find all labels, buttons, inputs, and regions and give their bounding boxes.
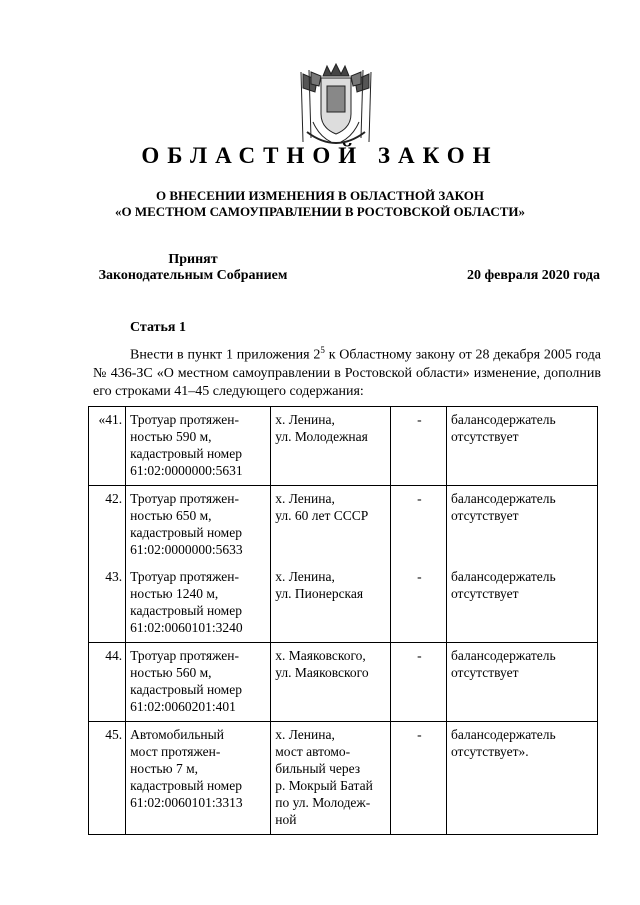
- object-address: [271, 722, 391, 835]
- dash-cell: -: [390, 407, 446, 486]
- subtitle-line-1: О ВНЕСЕНИИ ИЗМЕНЕНИЯ В ОБЛАСТНОЙ ЗАКОН: [156, 188, 484, 203]
- dash-cell: -: [390, 486, 446, 565]
- object-address-line: ной: [275, 812, 297, 827]
- owner-cell-line: балансодержатель: [450, 648, 556, 663]
- row-number: 43.: [89, 564, 126, 643]
- table-row: [89, 643, 598, 722]
- article-heading: Статья 1: [130, 320, 186, 335]
- object-address-line: по ул. Молодеж-: [275, 795, 371, 810]
- table-row: [89, 486, 598, 565]
- object-description-line: кадастровый номер: [130, 778, 242, 793]
- object-address: [271, 407, 391, 486]
- amendment-table: [88, 406, 598, 835]
- object-description-line: ностью 590 м,: [130, 429, 212, 444]
- object-description-line: ностью 560 м,: [130, 665, 212, 680]
- object-address-line: х. Ленина,: [275, 412, 335, 427]
- row-number: 44.: [89, 643, 126, 722]
- dash-cell: -: [390, 722, 446, 835]
- object-address: [271, 564, 391, 643]
- accepted-body: Законодательным Собранием: [98, 268, 288, 283]
- owner-cell: [446, 564, 597, 643]
- dash-cell: -: [390, 564, 446, 643]
- owner-cell-line: отсутствует: [450, 586, 519, 601]
- body-part-1: Внести в пункт 1 приложения 2: [130, 347, 321, 363]
- object-description-line: 61:02:0000000:5633: [130, 542, 243, 557]
- object-address: [271, 486, 391, 565]
- document-subtitle: [0, 188, 640, 220]
- owner-cell-line: балансодержатель: [450, 569, 556, 584]
- object-address-line: ул. Маяковского: [275, 665, 369, 680]
- document-title: ОБЛАСТНОЙ ЗАКОН: [141, 143, 499, 168]
- object-description-line: Тротуар протяжен-: [130, 412, 239, 427]
- object-description-line: Тротуар протяжен-: [130, 569, 239, 584]
- body-part-2: к Областному закону от 28 декабря 2005 года № 436-ЗС «О местном самоуправлении в Ростовской области» изменение, дополнив его строками 41–45 следующего содержания:: [93, 347, 601, 399]
- object-description-line: Тротуар протяжен-: [130, 648, 239, 663]
- object-address-line: р. Мокрый Батай: [275, 778, 373, 793]
- object-description-line: ностью 1240 м,: [130, 586, 219, 601]
- object-description-line: Тротуар протяжен-: [130, 491, 239, 506]
- owner-cell: [446, 722, 597, 835]
- object-description-line: кадастровый номер: [130, 682, 242, 697]
- owner-cell-line: балансодержатель: [450, 491, 556, 506]
- object-description: [126, 486, 271, 565]
- table-row: [89, 564, 598, 643]
- object-description-line: кадастровый номер: [130, 446, 242, 461]
- owner-cell-line: отсутствует: [450, 429, 519, 444]
- accepted-label: Принят: [168, 252, 218, 267]
- object-description-line: 61:02:0060201:401: [130, 699, 236, 714]
- article-body: [93, 341, 601, 401]
- object-address-line: ул. 60 лет СССР: [275, 508, 369, 523]
- object-description-line: кадастровый номер: [130, 525, 242, 540]
- object-address: [271, 643, 391, 722]
- owner-cell: [446, 643, 597, 722]
- object-address-line: х. Ленина,: [275, 727, 335, 742]
- object-description-line: 61:02:0060101:3313: [130, 795, 243, 810]
- body-superscript: 5: [320, 345, 325, 355]
- object-address-line: х. Маяковского,: [275, 648, 366, 663]
- subtitle-line-2: «О МЕСТНОМ САМОУПРАВЛЕНИИ В РОСТОВСКОЙ ОБЛАСТИ»: [115, 204, 525, 219]
- object-address-line: бильный через: [275, 761, 361, 776]
- owner-cell: [446, 407, 597, 486]
- owner-cell: [446, 486, 597, 565]
- row-number: 45.: [89, 722, 126, 835]
- object-description: [126, 407, 271, 486]
- owner-cell-line: балансодержатель: [450, 727, 556, 742]
- owner-cell-line: отсутствует».: [450, 744, 529, 759]
- object-description-line: кадастровый номер: [130, 603, 242, 618]
- object-description-line: мост протяжен-: [130, 744, 221, 759]
- row-number: «41.: [89, 407, 126, 486]
- coat-of-arms-icon: [293, 62, 379, 152]
- object-address-line: ул. Молодежная: [275, 429, 368, 444]
- owner-cell-line: балансодержатель: [450, 412, 556, 427]
- row-number: 42.: [89, 486, 126, 565]
- object-description: [126, 643, 271, 722]
- accepted-by: [93, 252, 293, 284]
- object-address-line: х. Ленина,: [275, 569, 335, 584]
- table-row: [89, 407, 598, 486]
- object-address-line: х. Ленина,: [275, 491, 335, 506]
- owner-cell-line: отсутствует: [450, 665, 519, 680]
- table-row: [89, 722, 598, 835]
- owner-cell-line: отсутствует: [450, 508, 519, 523]
- object-description-line: 61:02:0060101:3240: [130, 620, 243, 635]
- object-description-line: 61:02:0000000:5631: [130, 463, 243, 478]
- object-description-line: ностью 7 м,: [130, 761, 199, 776]
- object-description: [126, 722, 271, 835]
- accepted-date: 20 февраля 2020 года: [467, 268, 600, 283]
- object-description: [126, 564, 271, 643]
- object-description-line: Автомобильный: [130, 727, 224, 742]
- object-description-line: ностью 650 м,: [130, 508, 212, 523]
- object-address-line: мост автомо-: [275, 744, 351, 759]
- object-address-line: ул. Пионерская: [275, 586, 364, 601]
- dash-cell: -: [390, 643, 446, 722]
